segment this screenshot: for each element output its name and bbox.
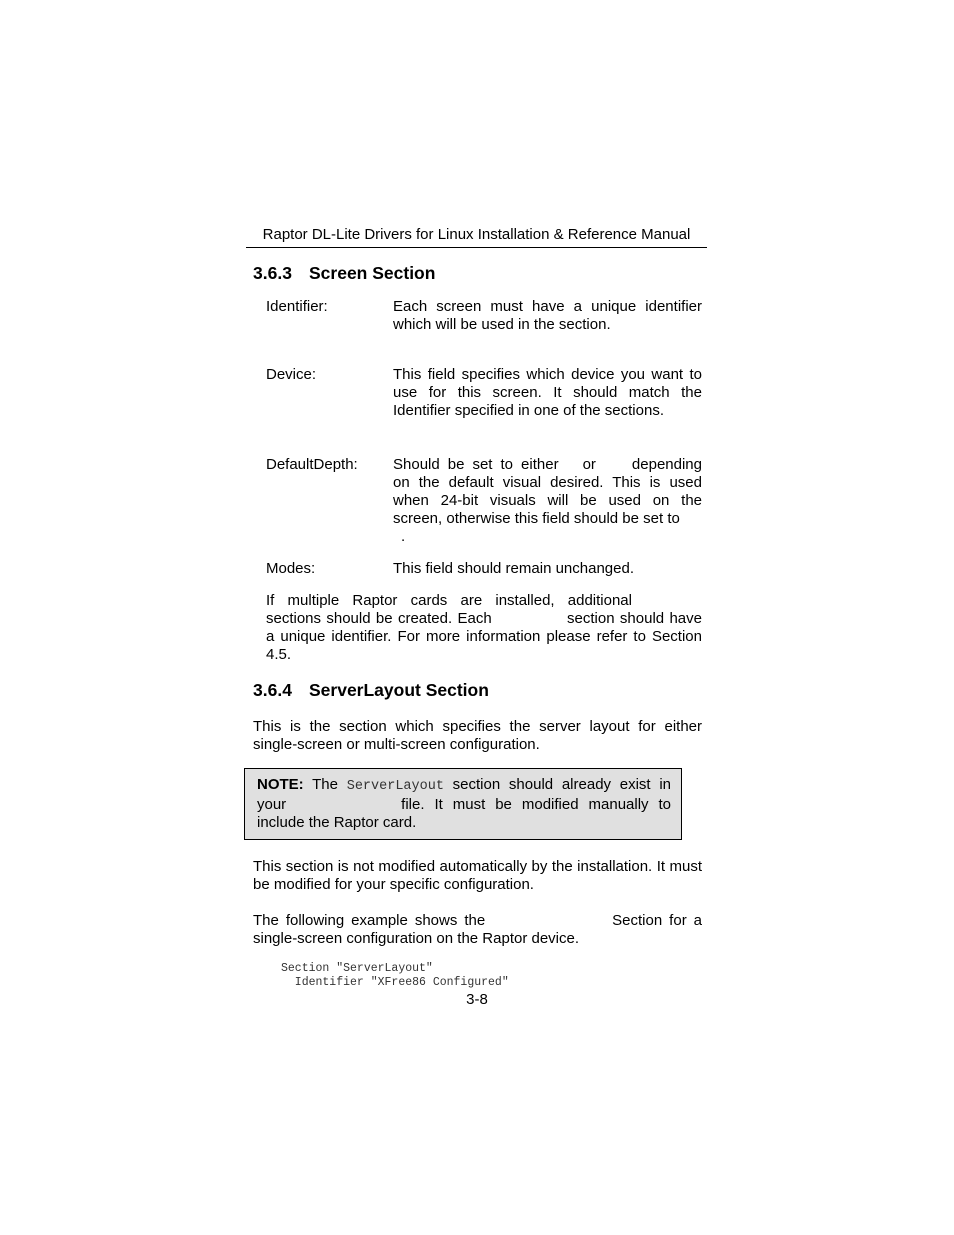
section-title: Screen Section bbox=[309, 263, 436, 283]
multiple-cards-paragraph bbox=[266, 592, 702, 664]
field-label-defaultdepth: DefaultDepth: bbox=[266, 456, 358, 473]
section-heading-3-6-3 bbox=[253, 263, 435, 283]
note-label: NOTE: bbox=[257, 776, 304, 793]
section-number: 3.6.4 bbox=[253, 680, 292, 700]
defaultdepth-text-1: Should be set to either bbox=[393, 456, 559, 473]
note-text-3: file. It must be modified manually to include the Raptor card. bbox=[257, 796, 672, 831]
field-label-modes: Modes: bbox=[266, 560, 316, 577]
code-example bbox=[281, 962, 509, 990]
serverlayout-intro: This is the section which specifies the server layout for either single-screen or multi-screen configuration. bbox=[253, 718, 702, 753]
defaultdepth-text-2: or bbox=[582, 456, 596, 473]
field-label-device: Device: bbox=[266, 366, 317, 383]
defaultdepth-text-4: . bbox=[401, 528, 406, 545]
code-line: Section "ServerLayout" bbox=[281, 962, 433, 975]
field-desc-modes: This field should remain unchanged. bbox=[393, 560, 634, 577]
field-desc-device: This field specifies which device you want to use for this screen. It should match the Identifier specified in one of the sections. bbox=[393, 366, 702, 419]
running-header: Raptor DL-Lite Drivers for Linux Installation & Reference Manual bbox=[246, 225, 707, 248]
paragraph-part-3: section should have a unique identifier. For more information please refer to Section 4.5. bbox=[266, 610, 702, 663]
note-text-1: The bbox=[312, 776, 338, 793]
field-desc-defaultdepth bbox=[393, 456, 702, 546]
field-label-identifier: Identifier: bbox=[266, 298, 328, 315]
section-heading-3-6-4 bbox=[253, 680, 489, 700]
example-text-b: Section for a single-screen configuration on the Raptor device. bbox=[253, 912, 703, 947]
defaultdepth-text-3: depending on the default visual desired. This is used when 24-bit visuals will be used on the screen, otherwise this field should be set to bbox=[393, 456, 702, 527]
note-box bbox=[244, 768, 682, 840]
example-paragraph bbox=[253, 912, 702, 948]
note-text bbox=[257, 776, 671, 832]
paragraph-part-1: If multiple Raptor cards are installed, additional bbox=[266, 592, 632, 609]
field-desc-identifier: Each screen must have a unique identifier which will be used in the section. bbox=[393, 298, 702, 333]
example-text-a: The following example shows the bbox=[253, 912, 486, 929]
code-line: Identifier "XFree86 Configured" bbox=[281, 976, 509, 989]
page-number: 3-8 bbox=[466, 991, 488, 1008]
note-text-2: section should already exist in your bbox=[257, 776, 671, 813]
paragraph-part-2: sections should be created. Each bbox=[266, 610, 492, 627]
section-title: ServerLayout Section bbox=[309, 680, 489, 700]
note-code: ServerLayout bbox=[346, 779, 444, 794]
section-number: 3.6.3 bbox=[253, 263, 292, 283]
not-modified-paragraph: This section is not modified automatically by the installation. It must be modified for your specific configuration. bbox=[253, 858, 702, 893]
